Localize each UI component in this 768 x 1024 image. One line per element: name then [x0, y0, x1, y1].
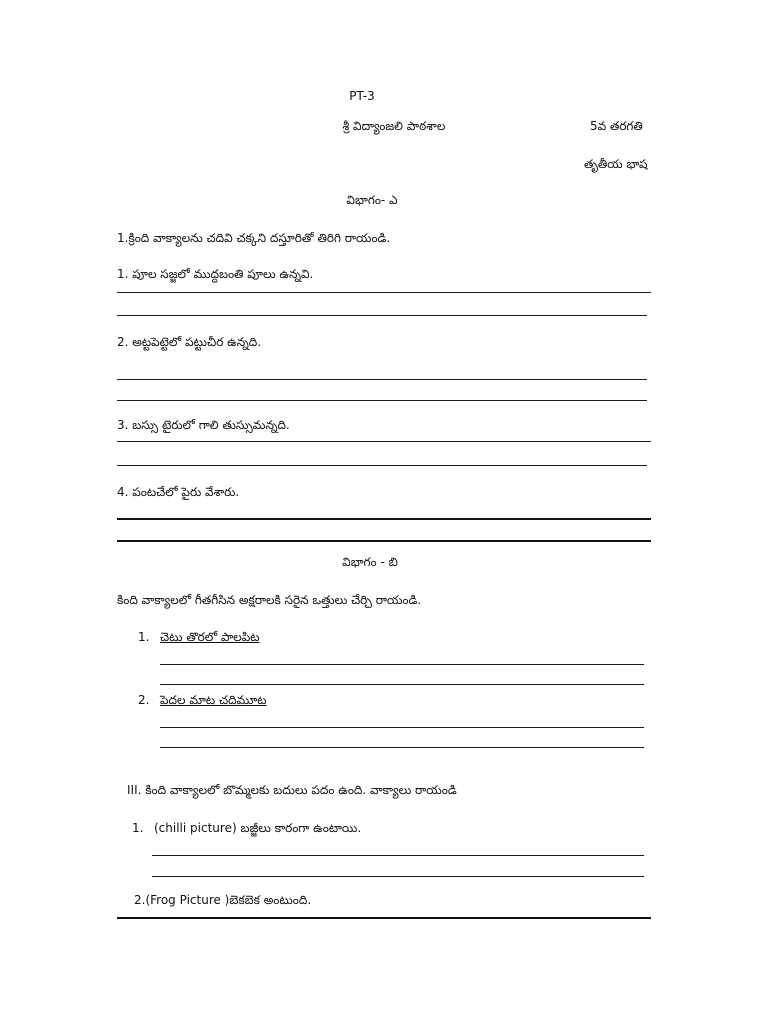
item-text: చెటు తొరలో పాలపిట [160, 630, 260, 644]
section-a-title: విభాగం- ఎ [346, 193, 398, 207]
sentence-1: 1. పూల సజ్జలో ముద్దబంతి పూలు ఉన్నవి. [117, 267, 314, 281]
subject-label: తృతీయ భాష [584, 157, 648, 171]
answer-line [117, 441, 651, 442]
school-name: శ్రీ విద్యాంజలి పాఠశాల [342, 119, 446, 133]
class-label: 5వ తరగతి [590, 119, 643, 133]
item-number: 1. [132, 821, 144, 835]
answer-line [117, 379, 647, 380]
answer-line [117, 400, 647, 401]
answer-line [160, 664, 644, 665]
answer-line [152, 876, 644, 877]
section-c-instruction: III. కింది వాక్యాలలో బొమ్మలకు బదులు పదం ఉంది. వాక్యాలు రాయండి [127, 783, 457, 797]
item-text: పెదల మాట చదిమూట [160, 693, 267, 707]
answer-line [160, 684, 644, 685]
section-a-instruction: 1.క్రింది వాక్యాలను చదివి చక్కని దస్తూరితో తిరిగి రాయండి. [117, 231, 391, 245]
item-text: (chilli picture) బజ్జీలు కారంగా ఉంటాయి. [154, 821, 362, 835]
answer-line [117, 518, 651, 520]
item-text: 2.(Frog Picture )బెకబెక అంటుంది. [134, 893, 312, 907]
item-number: 2. [138, 693, 150, 707]
paper-code: PT-3 [349, 89, 375, 103]
answer-line [160, 747, 644, 748]
answer-line [160, 727, 644, 728]
answer-line [117, 917, 651, 919]
sentence-2: 2. అట్టపెట్టెలో పట్టుచీర ఉన్నది. [117, 335, 262, 349]
sentence-4: 4. పంటచేలో పైరు వేశారు. [117, 485, 240, 499]
section-b-title: విభాగం - బి [342, 555, 398, 569]
answer-line [117, 292, 651, 293]
answer-line [117, 540, 651, 542]
answer-line [152, 855, 644, 856]
item-number: 1. [138, 630, 150, 644]
answer-line [117, 315, 647, 316]
section-b-instruction: కింది వాక్యాలలో గీతగీసిన అక్షరాలకి సరైన ఒత్తులు చేర్చి రాయండి. [117, 593, 422, 607]
answer-line [117, 465, 647, 466]
sentence-3: 3. బస్సు టైరులో గాలి తుస్సుమన్నది. [117, 418, 290, 432]
